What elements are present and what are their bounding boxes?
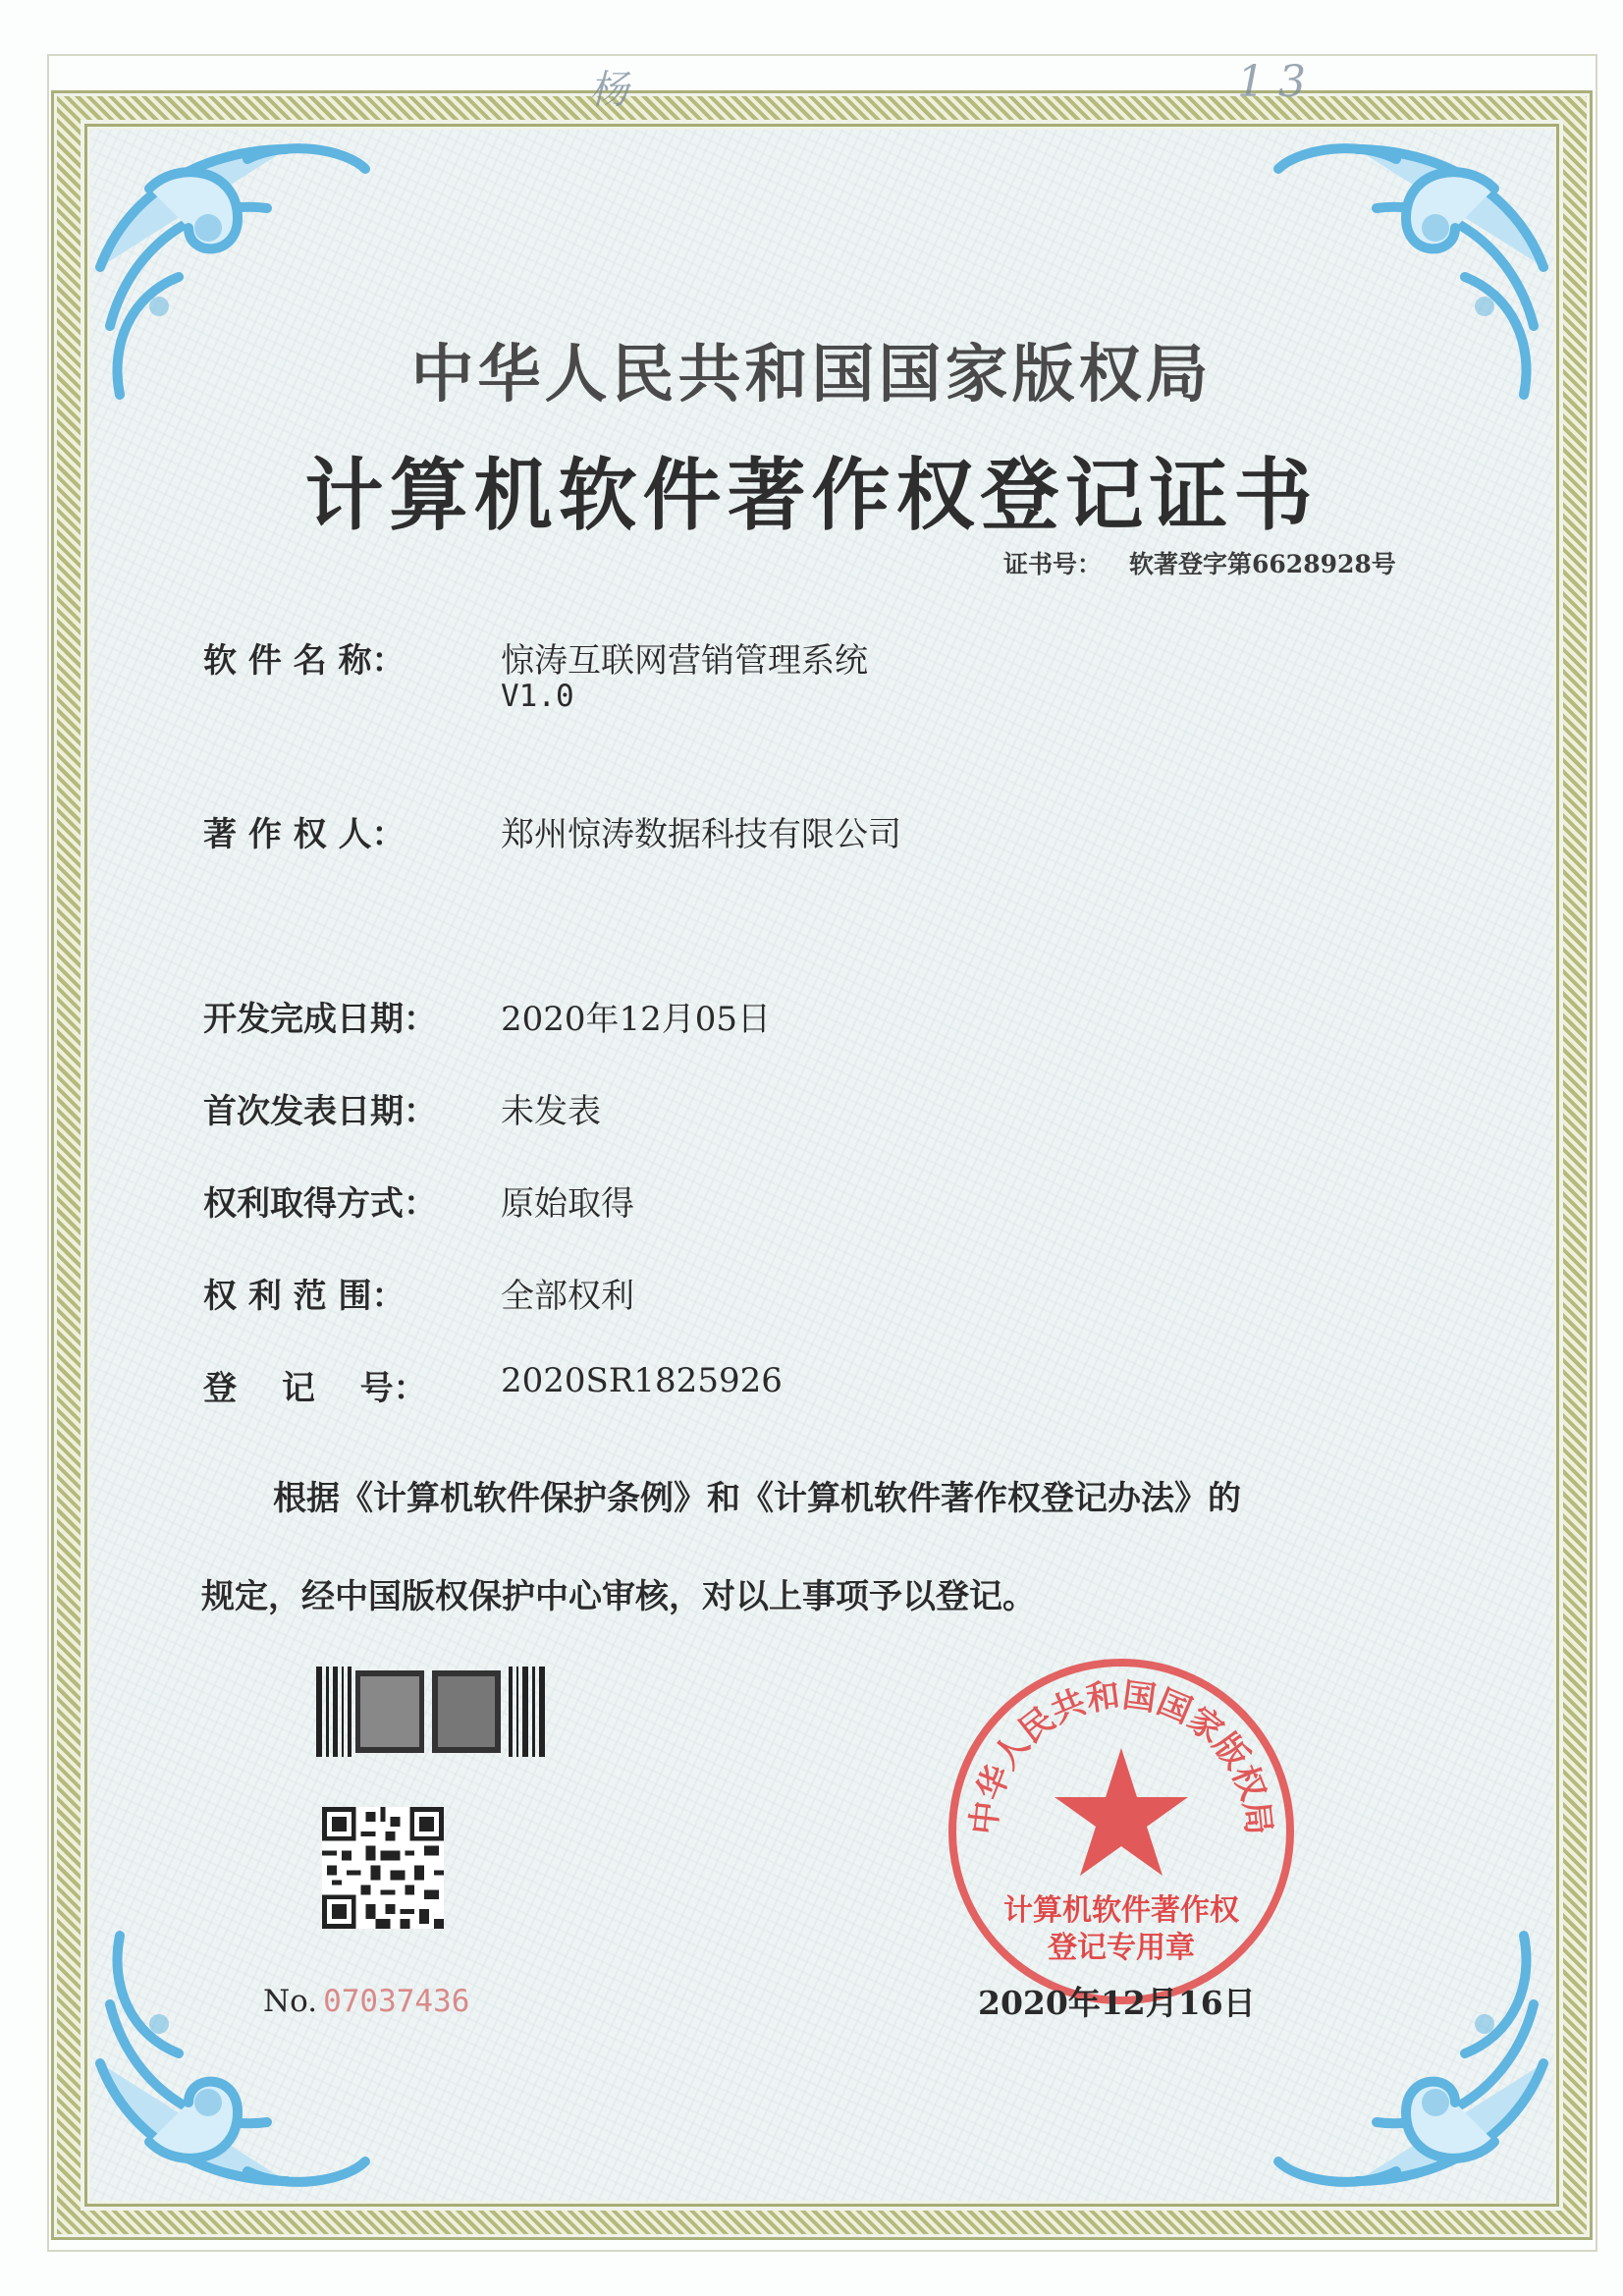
corner-ornament-bottom-left bbox=[90, 1906, 385, 2201]
handwritten-mark-left: 杨 bbox=[589, 68, 628, 113]
field-label: 权利取得方式： bbox=[203, 1184, 437, 1224]
field-first-publish-date bbox=[203, 1084, 601, 1132]
field-value-version: V1.0 bbox=[501, 679, 574, 714]
field-label: 著 作 权 人： bbox=[203, 815, 406, 854]
barcode bbox=[316, 1667, 547, 1757]
serial-value: 07037436 bbox=[323, 1984, 470, 2019]
certificate-number-label: 证书号： bbox=[1003, 550, 1103, 578]
field-label: 软 件 名 称： bbox=[203, 641, 406, 681]
field-value: 惊涛互联网营销管理系统 bbox=[501, 641, 868, 681]
field-completion-date bbox=[203, 992, 772, 1040]
field-label: 开发完成日期： bbox=[203, 1000, 437, 1039]
issuing-authority: 中华人民共和国国家版权局 bbox=[410, 338, 1213, 411]
field-value: 2020SR1825926 bbox=[501, 1361, 783, 1400]
qr-code bbox=[322, 1807, 444, 1929]
field-value: 郑州惊涛数据科技有限公司 bbox=[501, 815, 901, 854]
field-acquisition-method bbox=[203, 1176, 634, 1225]
field-value: 原始取得 bbox=[501, 1184, 634, 1224]
seal-center-line-2: 登记专用章 bbox=[1048, 1931, 1195, 1965]
field-value: 全部权利 bbox=[501, 1277, 634, 1316]
certificate-title: 计算机软件著作权登记证书 bbox=[304, 449, 1319, 541]
certificate-number bbox=[1003, 545, 1396, 580]
statement-line-2: 规定，经中国版权保护中心审核，对以上事项予以登记。 bbox=[201, 1577, 1036, 1616]
issue-date: 2020年12月16日 bbox=[978, 1984, 1256, 2022]
field-label: 首次发表日期： bbox=[203, 1092, 437, 1131]
statement-line-1: 根据《计算机软件保护条例》和《计算机软件著作权登记办法》的 bbox=[273, 1479, 1241, 1518]
field-value: 2020年12月05日 bbox=[501, 1000, 772, 1039]
field-copyright-owner bbox=[203, 807, 901, 855]
corner-ornament-bottom-right bbox=[1259, 1906, 1553, 2201]
field-registration-number bbox=[203, 1361, 783, 1409]
seal-ring-text: 中华人民共和国国家版权局 bbox=[964, 1675, 1278, 1837]
field-label: 登 记 号： bbox=[203, 1369, 427, 1408]
certificate-number-value: 软著登字第6628928号 bbox=[1129, 550, 1396, 578]
serial-prefix: No. bbox=[263, 1984, 318, 2019]
field-label: 权 利 范 围： bbox=[203, 1277, 406, 1316]
field-rights-scope bbox=[203, 1269, 634, 1317]
seal-center-line-1: 计算机软件著作权 bbox=[1003, 1893, 1239, 1928]
field-value: 未发表 bbox=[501, 1092, 601, 1131]
field-software-name bbox=[203, 633, 868, 714]
serial-number bbox=[263, 1984, 469, 2019]
handwritten-mark-right: 1 3 bbox=[1237, 57, 1306, 107]
